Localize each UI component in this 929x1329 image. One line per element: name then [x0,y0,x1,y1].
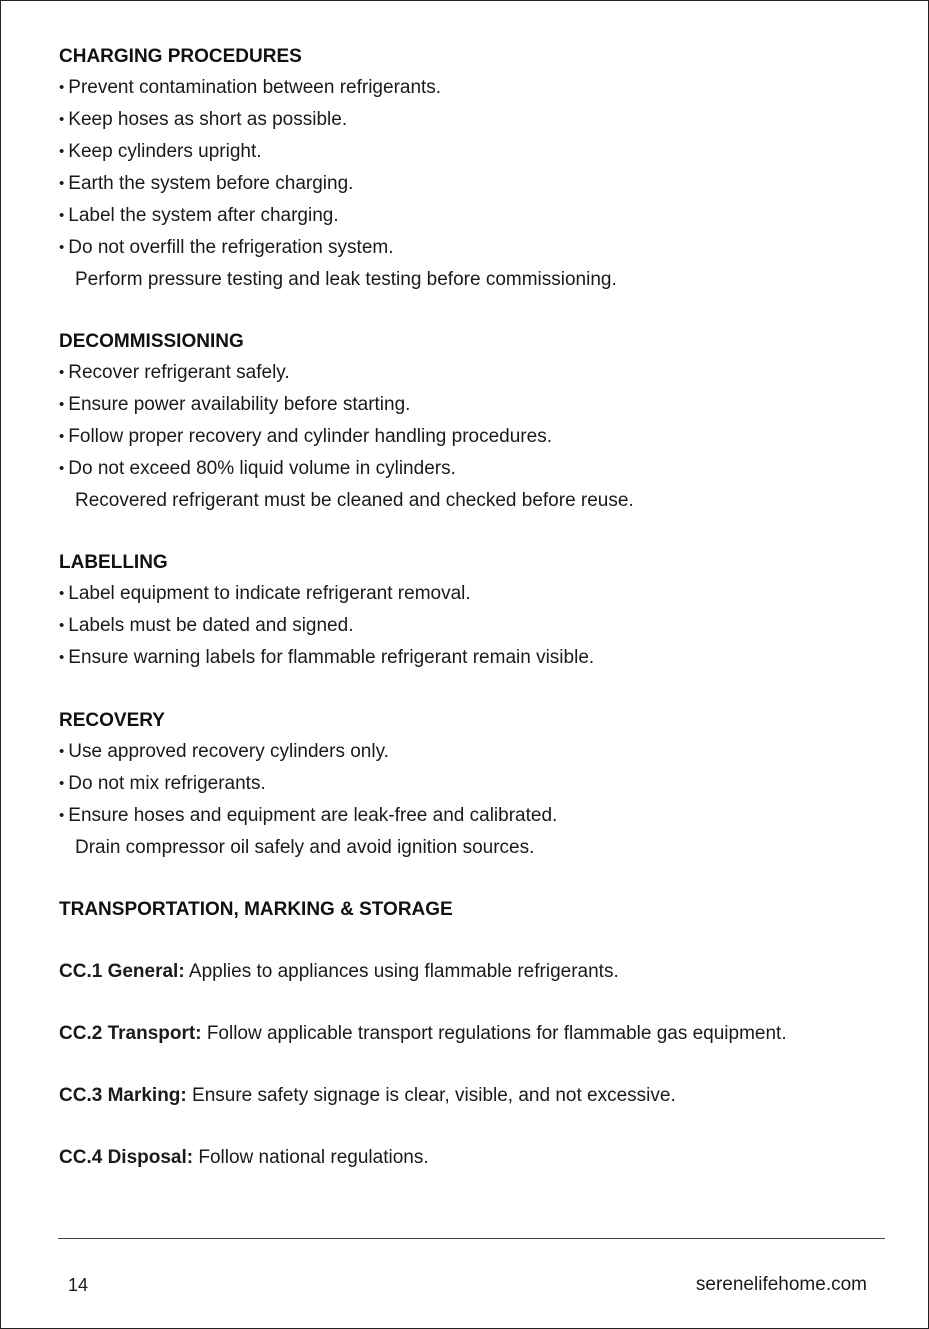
charging-procedures-section [59,41,879,295]
list-item: • Labels must be dated and signed. [59,610,879,642]
list-item: • Follow proper recovery and cylinder handling procedures. [59,421,879,453]
list-item: • Earth the system before charging. [59,168,879,200]
section-heading: DECOMMISSIONING [59,331,244,352]
section-note: Drain compressor oil safely and avoid ignition sources. [75,837,535,858]
clause-cc3 [59,1080,819,1111]
clause-text: Ensure safety signage is clear, visible, and not excessive. [192,1085,676,1106]
list-item: • Do not mix refrigerants. [59,768,879,800]
section-heading: CHARGING PROCEDURES [59,46,302,67]
clause-label: CC.1 General: [59,961,185,982]
list-item: • Keep cylinders upright. [59,136,879,168]
labelling-section [59,547,879,674]
website-link[interactable]: serenelifehome.com [695,1274,867,1295]
clause-text: Follow applicable transport regulations for flammable gas equipment. [206,1023,787,1044]
footer-divider [58,1238,885,1239]
clause-text: Follow national regulations. [198,1147,429,1168]
decommissioning-section [59,326,879,516]
list-item: • Keep hoses as short as possible. [59,104,879,136]
clause-cc4 [59,1142,819,1173]
list-item: • Ensure power availability before starting. [59,389,879,421]
list-item: • Label equipment to indicate refrigerant removal. [59,578,879,610]
clause-cc2 [59,1018,819,1049]
section-heading: TRANSPORTATION, MARKING & STORAGE [59,899,453,920]
list-item: • Do not exceed 80% liquid volume in cylinders. [59,453,879,485]
list-item: • Ensure warning labels for flammable refrigerant remain visible. [59,642,879,674]
transportation-section [59,894,879,1173]
list-item: • Do not overfill the refrigeration system. [59,232,879,264]
page-content [59,41,879,1173]
section-heading: RECOVERY [59,710,165,731]
list-item: • Recover refrigerant safely. [59,357,879,389]
page-number: 14 [68,1275,89,1295]
clause-cc1 [59,956,819,987]
list-item: • Prevent contamination between refrigerants. [59,72,879,104]
list-item: • Use approved recovery cylinders only. [59,736,879,768]
section-note: Recovered refrigerant must be cleaned and checked before reuse. [75,490,634,511]
clause-label: CC.2 Transport: [59,1023,202,1044]
recovery-section [59,705,879,863]
section-heading: LABELLING [59,552,168,573]
list-item: • Ensure hoses and equipment are leak-free and calibrated. [59,800,879,832]
section-note: Perform pressure testing and leak testing before commissioning. [75,269,617,290]
clause-label: CC.3 Marking: [59,1085,187,1106]
list-item: • Label the system after charging. [59,200,879,232]
clause-text: Applies to appliances using flammable refrigerants. [188,961,619,982]
clause-label: CC.4 Disposal: [59,1147,194,1168]
